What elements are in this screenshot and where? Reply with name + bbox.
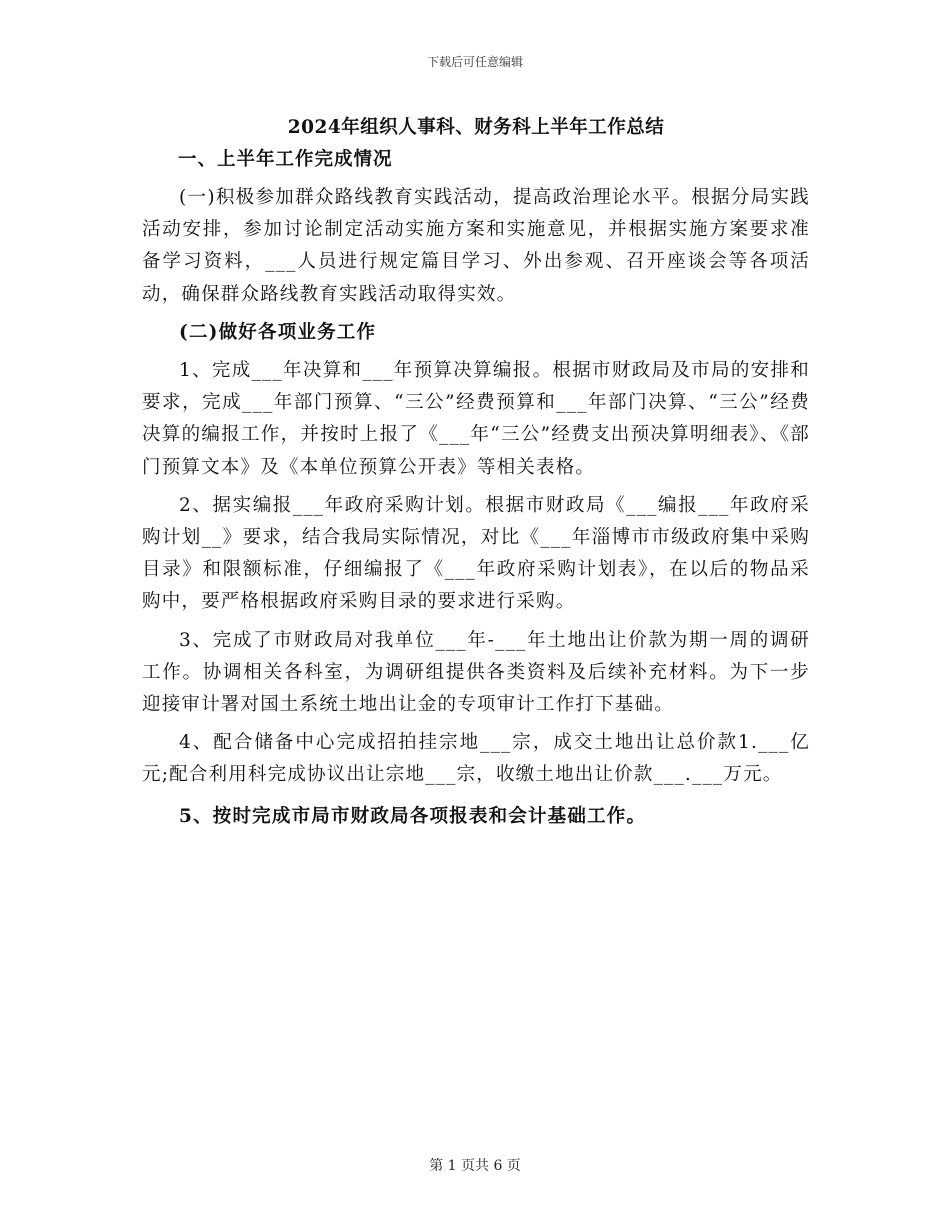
item-2: 2、据实编报___年政府采购计划。根据市财政局《___编报___年政府采购计划__》要求，结合我局实际情况，对比《___年淄博市市级政府集中采购目录》和限额标准，仔细编报了《___年政府采购计划表》，在以后的物品采购中，要严格根据政府采购目录的要求进行采购。 xyxy=(142,494,810,613)
item-5: 5、按时完成市局市财政局各项报表和会计基础工作。 xyxy=(179,805,647,827)
item-1: 1、完成___年决算和___年预算决算编报。根据市财政局及市局的安排和要求，完成___年部门预算、“三公”经费预算和___年部门决算、“三公”经费决算的编报工作，并按时上报了《___年“三公”经费支出预决算明细表》、《部门预算文本》及《本单位预算公开表》等相关表格。 xyxy=(142,360,810,478)
document-title: 2024年组织人事科、财务科上半年工作总结 xyxy=(287,117,665,138)
item-4: 4、配合储备中心完成招拍挂宗地___宗，成交土地出让总价款1.___亿元;配合利用科完成协议出让宗地___宗，收缴土地出让价款___.___万元。 xyxy=(142,732,810,786)
page-footer: 第 1 页共 6 页 xyxy=(429,1158,521,1174)
document-body xyxy=(142,112,810,833)
paragraph-1: (一)积极参加群众路线教育实践活动，提高政治理论水平。根据分局实践活动安排，参加讨论制定活动实施方案和实施意见，并根据实施方案要求准备学习资料，___人员进行规定篇目学习、外出参观、召开座谈会等各项活动，确保群众路线教育实践活动取得实效。 xyxy=(142,187,810,305)
header-note: 下载后可任意编辑 xyxy=(426,55,523,69)
sub-heading-2: (二)做好各项业务工作 xyxy=(179,321,377,343)
section-heading-1: 一、上半年工作完成情况 xyxy=(178,149,393,170)
item-3: 3、完成了市财政局对我单位___年-___年土地出让价款为期一周的调研工作。协调相关各科室，为调研组提供各类资料及后续补充材料。为下一步迎接审计署对国土系统土地出让金的专项审计工作打下基础。 xyxy=(142,629,810,716)
